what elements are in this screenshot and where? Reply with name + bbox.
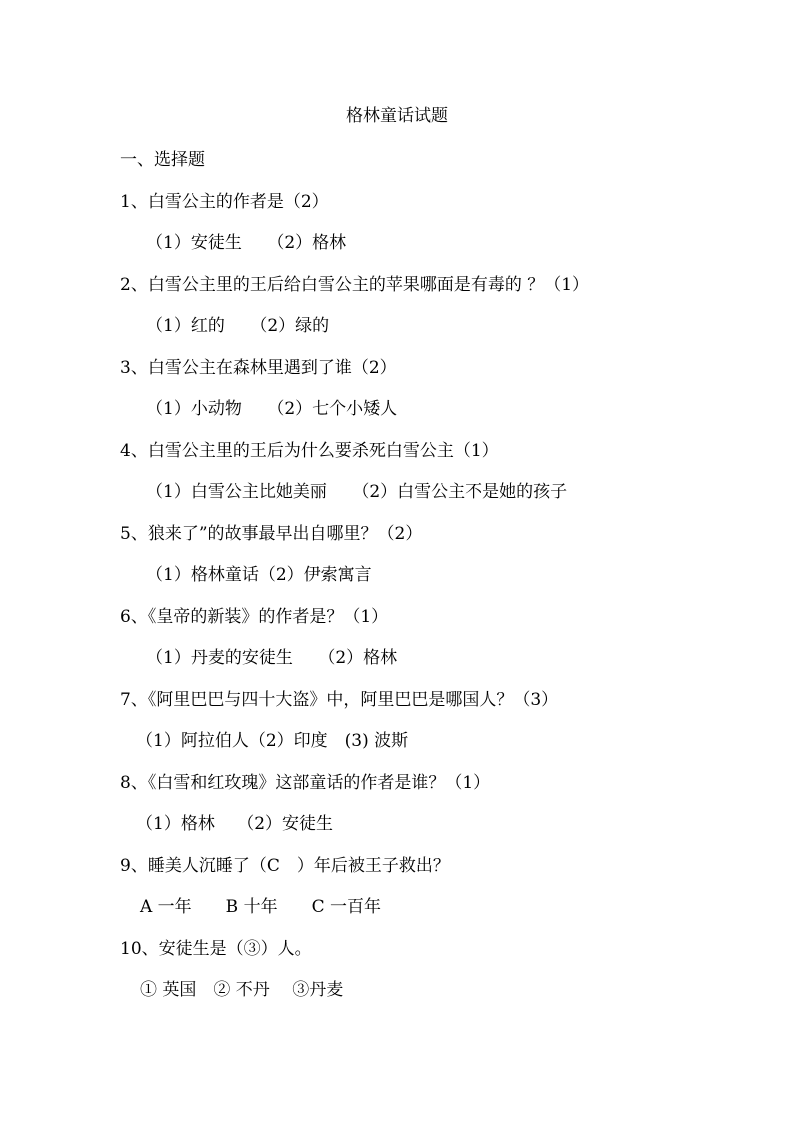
question-stem: 9、睡美人沉睡了（C ）年后被王子救出？ — [120, 856, 450, 876]
question-list — [0, 190, 794, 1020]
question-options: （1）白雪公主比她美丽 （2）白雪公主不是她的孩子 — [146, 482, 568, 502]
question-stem: 5、狼来了”的故事最早出自哪里？（2） — [120, 524, 423, 544]
page-title: 格林童话试题 — [346, 106, 448, 126]
question-stem: 2、白雪公主里的王后给白雪公主的苹果哪面是有毒的 ？（1） — [120, 275, 590, 295]
question-item — [0, 273, 794, 356]
question-item — [0, 190, 794, 273]
question-options: （1）小动物 （2）七个小矮人 — [146, 399, 398, 419]
question-stem: 1、白雪公主的作者是（2） — [120, 192, 329, 212]
question-options: （1）格林 （2）安徒生 — [136, 814, 334, 834]
question-item — [0, 356, 794, 439]
question-options: （1）格林童话（2）伊索寓言 — [146, 565, 372, 585]
question-item — [0, 605, 794, 688]
question-item — [0, 937, 794, 1020]
question-options: （1）安徒生 （2）格林 — [146, 233, 347, 253]
question-options: （1）红的 （2）绿的 — [146, 316, 330, 336]
question-stem: 6、《皇帝的新装》的作者是？（1） — [120, 607, 389, 627]
section-heading: 一、选择题 — [120, 150, 205, 170]
question-options: ① 英国 ② 不丹 ③丹麦 — [140, 980, 344, 1000]
question-stem: 3、白雪公主在森林里遇到了谁（2） — [120, 358, 397, 378]
question-options: （1）丹麦的安徒生 （2）格林 — [146, 648, 398, 668]
question-item — [0, 854, 794, 937]
question-stem: 7、《阿里巴巴与四十大盗》中，阿里巴巴是哪国人？（3） — [120, 690, 559, 710]
question-stem: 10、安徒生是（③）人。 — [120, 939, 312, 959]
question-options: （1）阿拉伯人（2）印度 (3) 波斯 — [136, 731, 409, 751]
question-item — [0, 522, 794, 605]
question-stem: 4、白雪公主里的王后为什么要杀死白雪公主（1） — [120, 441, 499, 461]
question-stem: 8、《白雪和红玫瑰》这部童话的作者是谁？（1） — [120, 773, 491, 793]
question-item — [0, 688, 794, 771]
question-item — [0, 771, 794, 854]
question-options: A 一年 B 十年 C 一百年 — [140, 897, 381, 917]
question-item — [0, 439, 794, 522]
